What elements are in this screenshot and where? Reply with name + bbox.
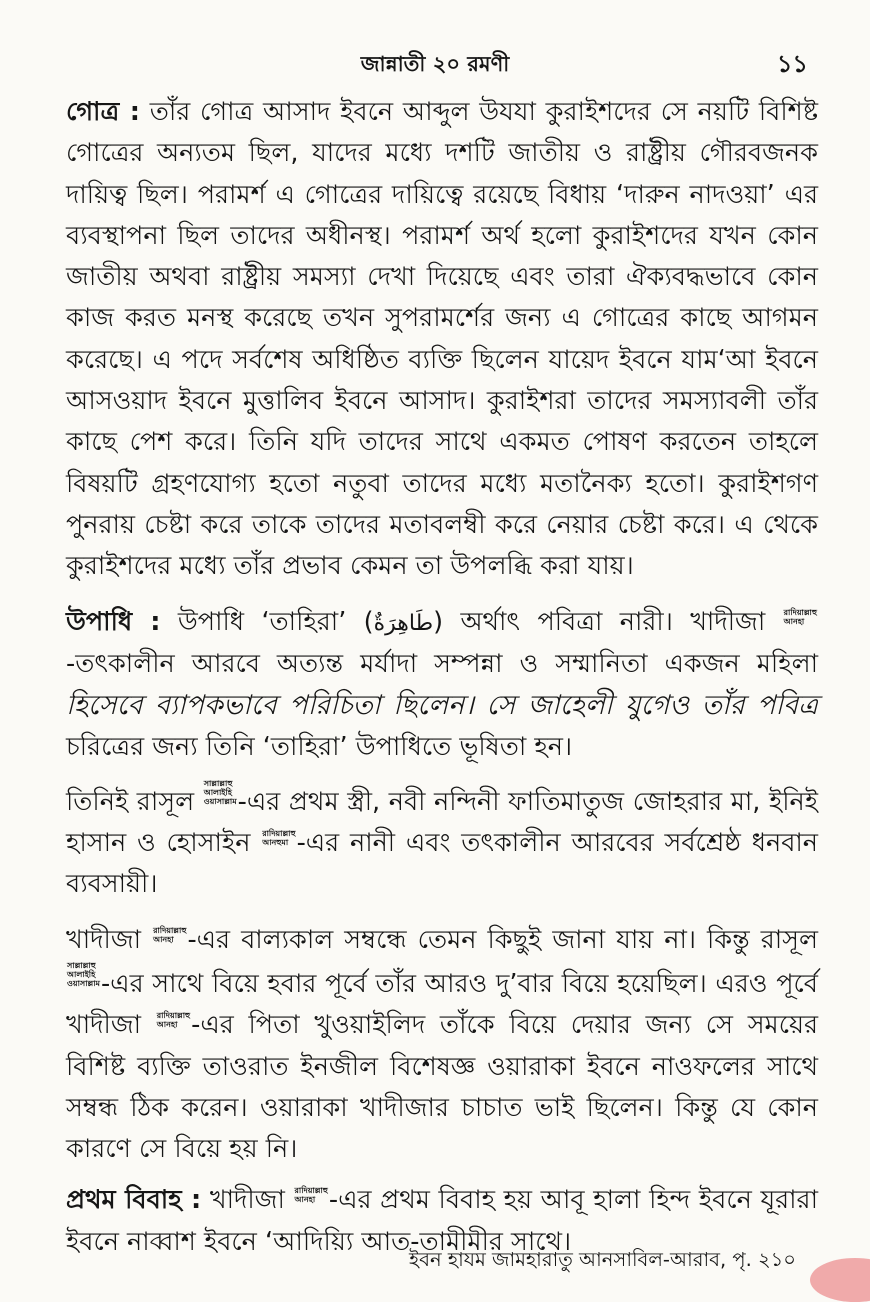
wife-text-c: -এর নানী এবং তৎকালীন আরবের সর্বশ্রেষ্ঠ ধনবান ব্যবসায়ী। (66, 828, 819, 900)
page-edge-mark (810, 1258, 870, 1302)
wife-text-a: তিনিই রাসূল (66, 786, 195, 817)
paragraph-wife (66, 779, 818, 906)
title-text-e: চরিত্রের জন্য তিনি ‘তাহিরা’ উপাধিতে ভূষিতা হন। (66, 732, 573, 763)
lineage-label: গোত্র : (66, 97, 140, 127)
paragraph-lineage (66, 92, 818, 588)
paragraph-childhood (66, 920, 818, 1171)
childhood-text-d: -এর পিতা খুওয়াইলিদ তাঁকে বিয়ে দেয়ার জন্য সে সময়ের বিশিষ্ট ব্যক্তি তাওরাত ইনজীল বিশেষজ্ঞ ওয়ারাকা ইবনে নাওফলের সাথে সম্বন্ধ ঠিক করেন। ওয়ারাকা খাদীজার চাচাত ভাই ছিলেন। কিন্তু যে কোন কারণে সে বিয়ে হয় নি। (66, 1010, 818, 1165)
running-title: জান্নাতী ২০ রমণী (360, 52, 510, 76)
lineage-text: তাঁর গোত্র আসাদ ইবনে আব্দুল উযযা কুরাইশদের সে নয়টি বিশিষ্ট গোত্রের অন্যতম ছিল, যাদের মধ্যে দশটি জাতীয় ও রাষ্ট্রীয় গৌরবজনক দায়িত্ব ছিল। পরামর্শ এ গোত্রের দায়িত্বে রয়েছে বিধায় ‘দারুন নাদওয়া’ এর ব্যবস্থাপনা ছিল তাদের অধীনস্থ। পরামর্শ অর্থ হলো কুরাইশদের যখন কোন জাতীয় অথবা রাষ্ট্রীয় সমস্যা দেখা দিয়েছে এবং তারা ঐক্যবদ্ধভাবে কোন কাজ করত মনস্থ করেছে তখন সুপরামর্শের জন্য এ গোত্রের কাছে আগমন করেছে। এ পদে সর্বশেষ অধিষ্ঠিত ব্যক্তি ছিলেন যায়েদ ইবনে যাম‘আ ইবনে আসওয়াদ ইবনে মুত্তালিব ইবনে আসাদ। কুরাইশরা তাদের সমস্যাবলী তাঁর কাছে পেশ করে। তিনি যদি তাদের সাথে একমত পোষণ করতেন তাহলে বিষয়টি গ্রহণযোগ্য হতো নতুবা তাদের মধ্যে মতানৈক্য হতো। কুরাইশগণ পুনরায় চেষ্টা করে তাকে তাদের মতাবলম্বী করে নেয়ার চেষ্টা করে। এ থেকে কুরাইশদের মধ্যে তাঁর প্রভাব কেমন তা উপলব্ধি করা যায়। (66, 97, 819, 582)
title-label: উপাধি : (66, 606, 161, 637)
honorific-radiallahu-anha: রাদিয়াল্লাহু আনহা (153, 925, 187, 944)
title-text-b: ) অর্থাৎ পবিত্রা নারী। খাদীজা (433, 606, 766, 637)
honorific-sallallahu: সাল্লাল্লাহু আলাইহি ওয়াসাল্লাম (67, 960, 100, 988)
first-marriage-text-b: -এর প্রথম বিবাহ হয় আবূ হালা হিন্দ ইবনে যূরারা ইবনে নাব্বাশ ইবনে ‘আদিয়্যি আত-তামীমীর সাথে। (66, 1185, 818, 1257)
honorific-sallallahu: সাল্লাল্লাহু আলাইহি ওয়াসাল্লাম (203, 778, 237, 806)
title-text-d: হিসেবে ব্যাপকভাবে পরিচিতা ছিলেন। সে জাহেলী যুগেও তাঁর পবিত্র (66, 690, 818, 722)
title-text-a: উপাধি ‘তাহিরা’ ( (177, 606, 374, 637)
footnote: ইবন হাযম জামহারাতু আনসাবিল-আরাব, পৃ. ২১০ (409, 1248, 796, 1271)
childhood-text-b: -এর বাল্যকাল সম্বন্ধে তেমন কিছুই জানা যায় না। কিন্তু রাসূল (187, 924, 818, 955)
childhood-text-a: খাদীজা (66, 924, 142, 955)
title-text-c: -তৎকালীন আরবে অত্যন্ত মর্যাদা সম্পন্না ও সম্মানিতা একজন মহিলা (66, 648, 818, 679)
honorific-radiallahu-anhuma: রাদিয়াল্লাহু আনহুমা (262, 829, 296, 848)
page-number: ১১ (776, 50, 808, 78)
first-marriage-text-a: খাদীজা (209, 1185, 285, 1216)
honorific-radiallahu-anha: রাদিয়াল্লাহু আনহা (156, 1011, 191, 1030)
wife-text-b: -এর প্রথম স্ত্রী, নবী নন্দিনী ফাতিমাতুজ জোহরার মা, ইনিই হাসান ও হোসাইন (66, 786, 818, 859)
first-marriage-label: প্রথম বিবাহ : (66, 1185, 202, 1216)
arabic-word: طَاهِرَةٌ (373, 610, 434, 636)
page-body (66, 92, 818, 1263)
page-header (0, 44, 870, 84)
honorific-radiallahu-anha: রাদিয়াল্লাহু আনহা (294, 1186, 328, 1205)
honorific-radiallahu-anha: রাদিয়াল্লাহু আনহা (783, 607, 817, 626)
childhood-text-c: -এর সাথে বিয়ে হবার পূর্বে তাঁর আরও দু’বার বিয়ে হয়েছিল। এরও পূর্বে খাদীজা (66, 968, 818, 1041)
paragraph-title (66, 602, 818, 769)
